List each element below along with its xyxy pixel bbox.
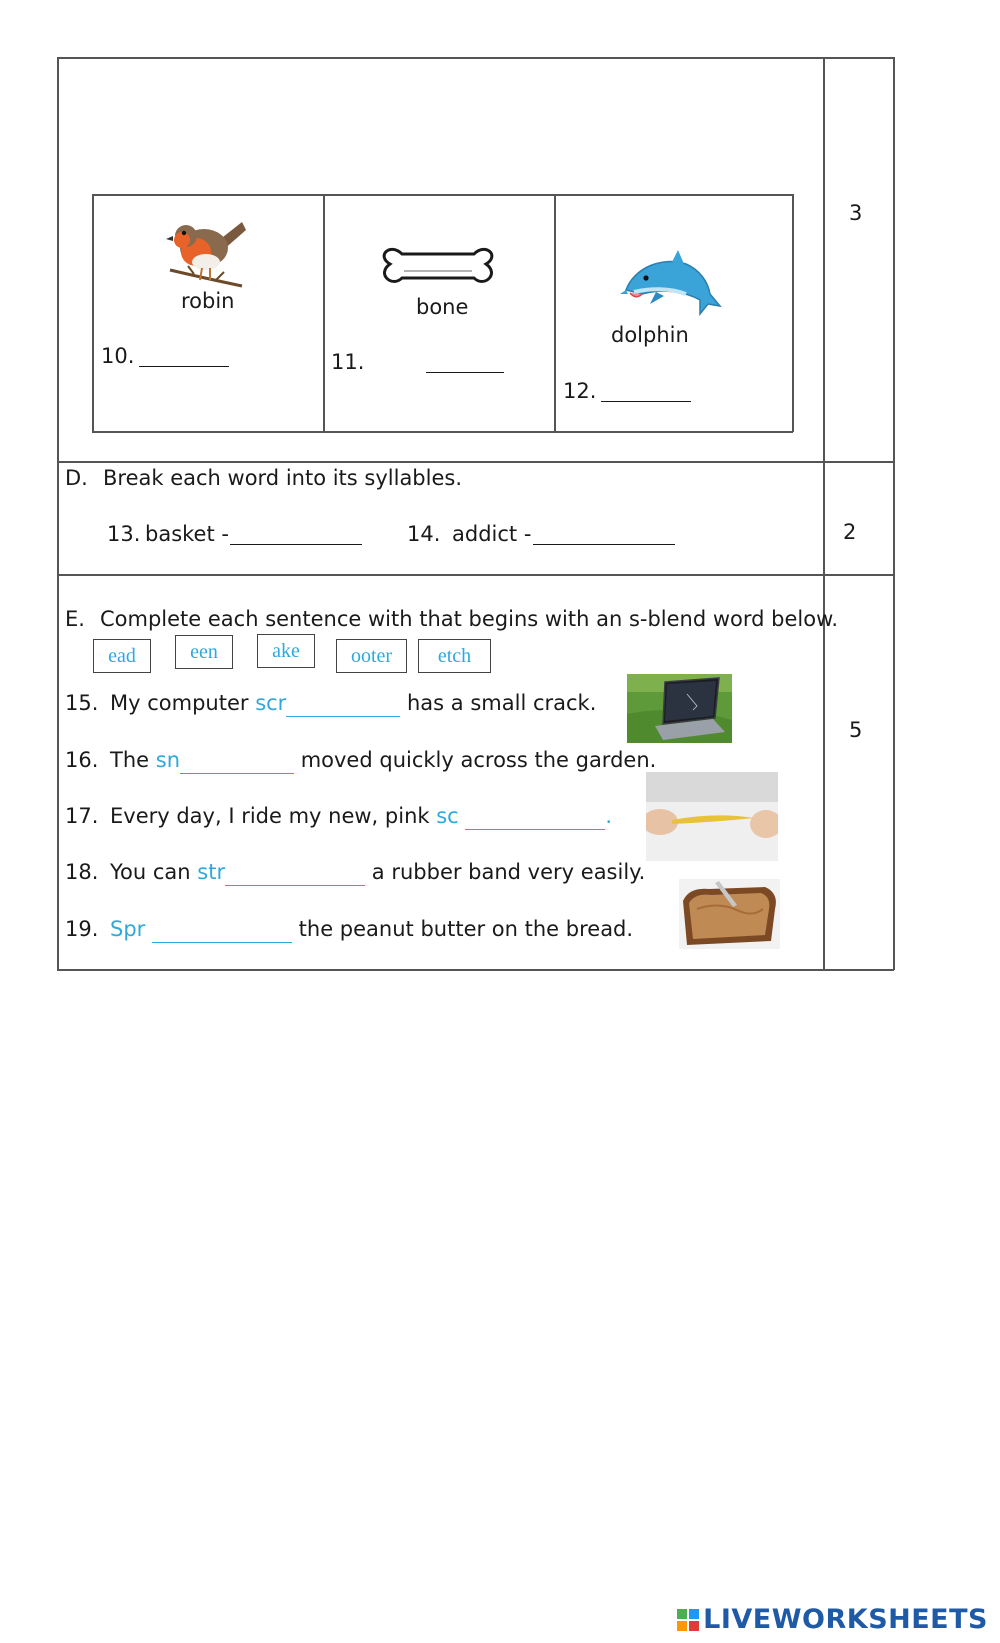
q15-number: 15. [65,691,99,715]
q16-number: 16. [65,748,99,772]
q16-after: moved quickly across the garden. [300,748,657,772]
q10-number: 10. [101,344,135,368]
q19-answer-blank[interactable] [152,922,292,943]
word-bank-ead: ead [93,639,151,673]
q12-answer-blank[interactable] [601,381,691,402]
q14-answer-blank[interactable] [533,524,675,545]
q14-number: 14. [407,522,441,546]
bone-label: bone [416,295,469,319]
q18-sentence [110,860,645,886]
q18-before: You can [110,860,191,884]
q10-answer-blank[interactable] [139,346,229,367]
liveworksheets-wordmark: LIVEWORKSHEETS [703,1604,988,1635]
q15-answer-blank[interactable] [286,696,400,717]
q16-sentence [110,748,656,774]
q17-number: 17. [65,804,99,828]
q18-after: a rubber band very easily. [371,860,646,884]
section-d-instruction: Break each word into its syllables. [103,466,463,490]
q16-blend: sn [155,748,181,772]
bone-image [380,240,496,292]
robin-label: robin [181,289,235,313]
q17-sentence [110,804,612,830]
word-bank-een: een [175,635,233,669]
q13-number: 13. [107,522,141,546]
q15-after: has a small crack. [407,691,597,715]
liveworksheets-logo [677,1604,988,1635]
peanut-butter-bread-photo [679,879,780,949]
q13-answer-blank[interactable] [230,524,362,545]
q17-blend: sc [436,804,459,828]
q13-text: basket - [145,522,229,546]
dolphin-label: dolphin [611,323,689,347]
q19-after: the peanut butter on the bread. [298,917,634,941]
q18-blend: str [197,860,226,884]
q17-before: Every day, I ride my new, pink [110,804,430,828]
q19-blend: Spr [110,917,146,941]
q15-blend: scr [255,691,287,715]
q14-text: addict - [452,522,532,546]
q12-number: 12. [563,379,597,403]
q15-sentence [110,691,596,717]
marks-section-d: 2 [843,520,857,544]
stretching-rubber-band-photo [646,772,778,861]
q19-sentence [110,917,633,943]
marks-section-c: 3 [849,201,863,225]
q18-answer-blank[interactable] [225,865,365,886]
word-bank-ooter: ooter [336,639,407,673]
q15-before: My computer [110,691,249,715]
q19-number: 19. [65,917,99,941]
word-bank-ake: ake [257,634,315,668]
marks-section-e: 5 [849,718,863,742]
q17-answer-blank[interactable] [465,809,605,830]
robin-image [164,212,250,288]
q16-answer-blank[interactable] [180,753,294,774]
q11-number: 11. [331,350,365,374]
q18-number: 18. [65,860,99,884]
liveworksheets-icon [677,1609,699,1631]
laptop-photo [627,674,732,743]
q17-after: . [605,804,613,828]
section-e-instruction: Complete each sentence with that begins with an s-blend word below. [100,607,839,631]
q16-before: The [110,748,150,772]
dolphin-image [620,248,726,320]
section-d-letter: D. [65,466,88,490]
word-bank-etch: etch [418,639,491,673]
q11-answer-blank[interactable] [426,352,504,373]
section-e-letter: E. [65,607,85,631]
